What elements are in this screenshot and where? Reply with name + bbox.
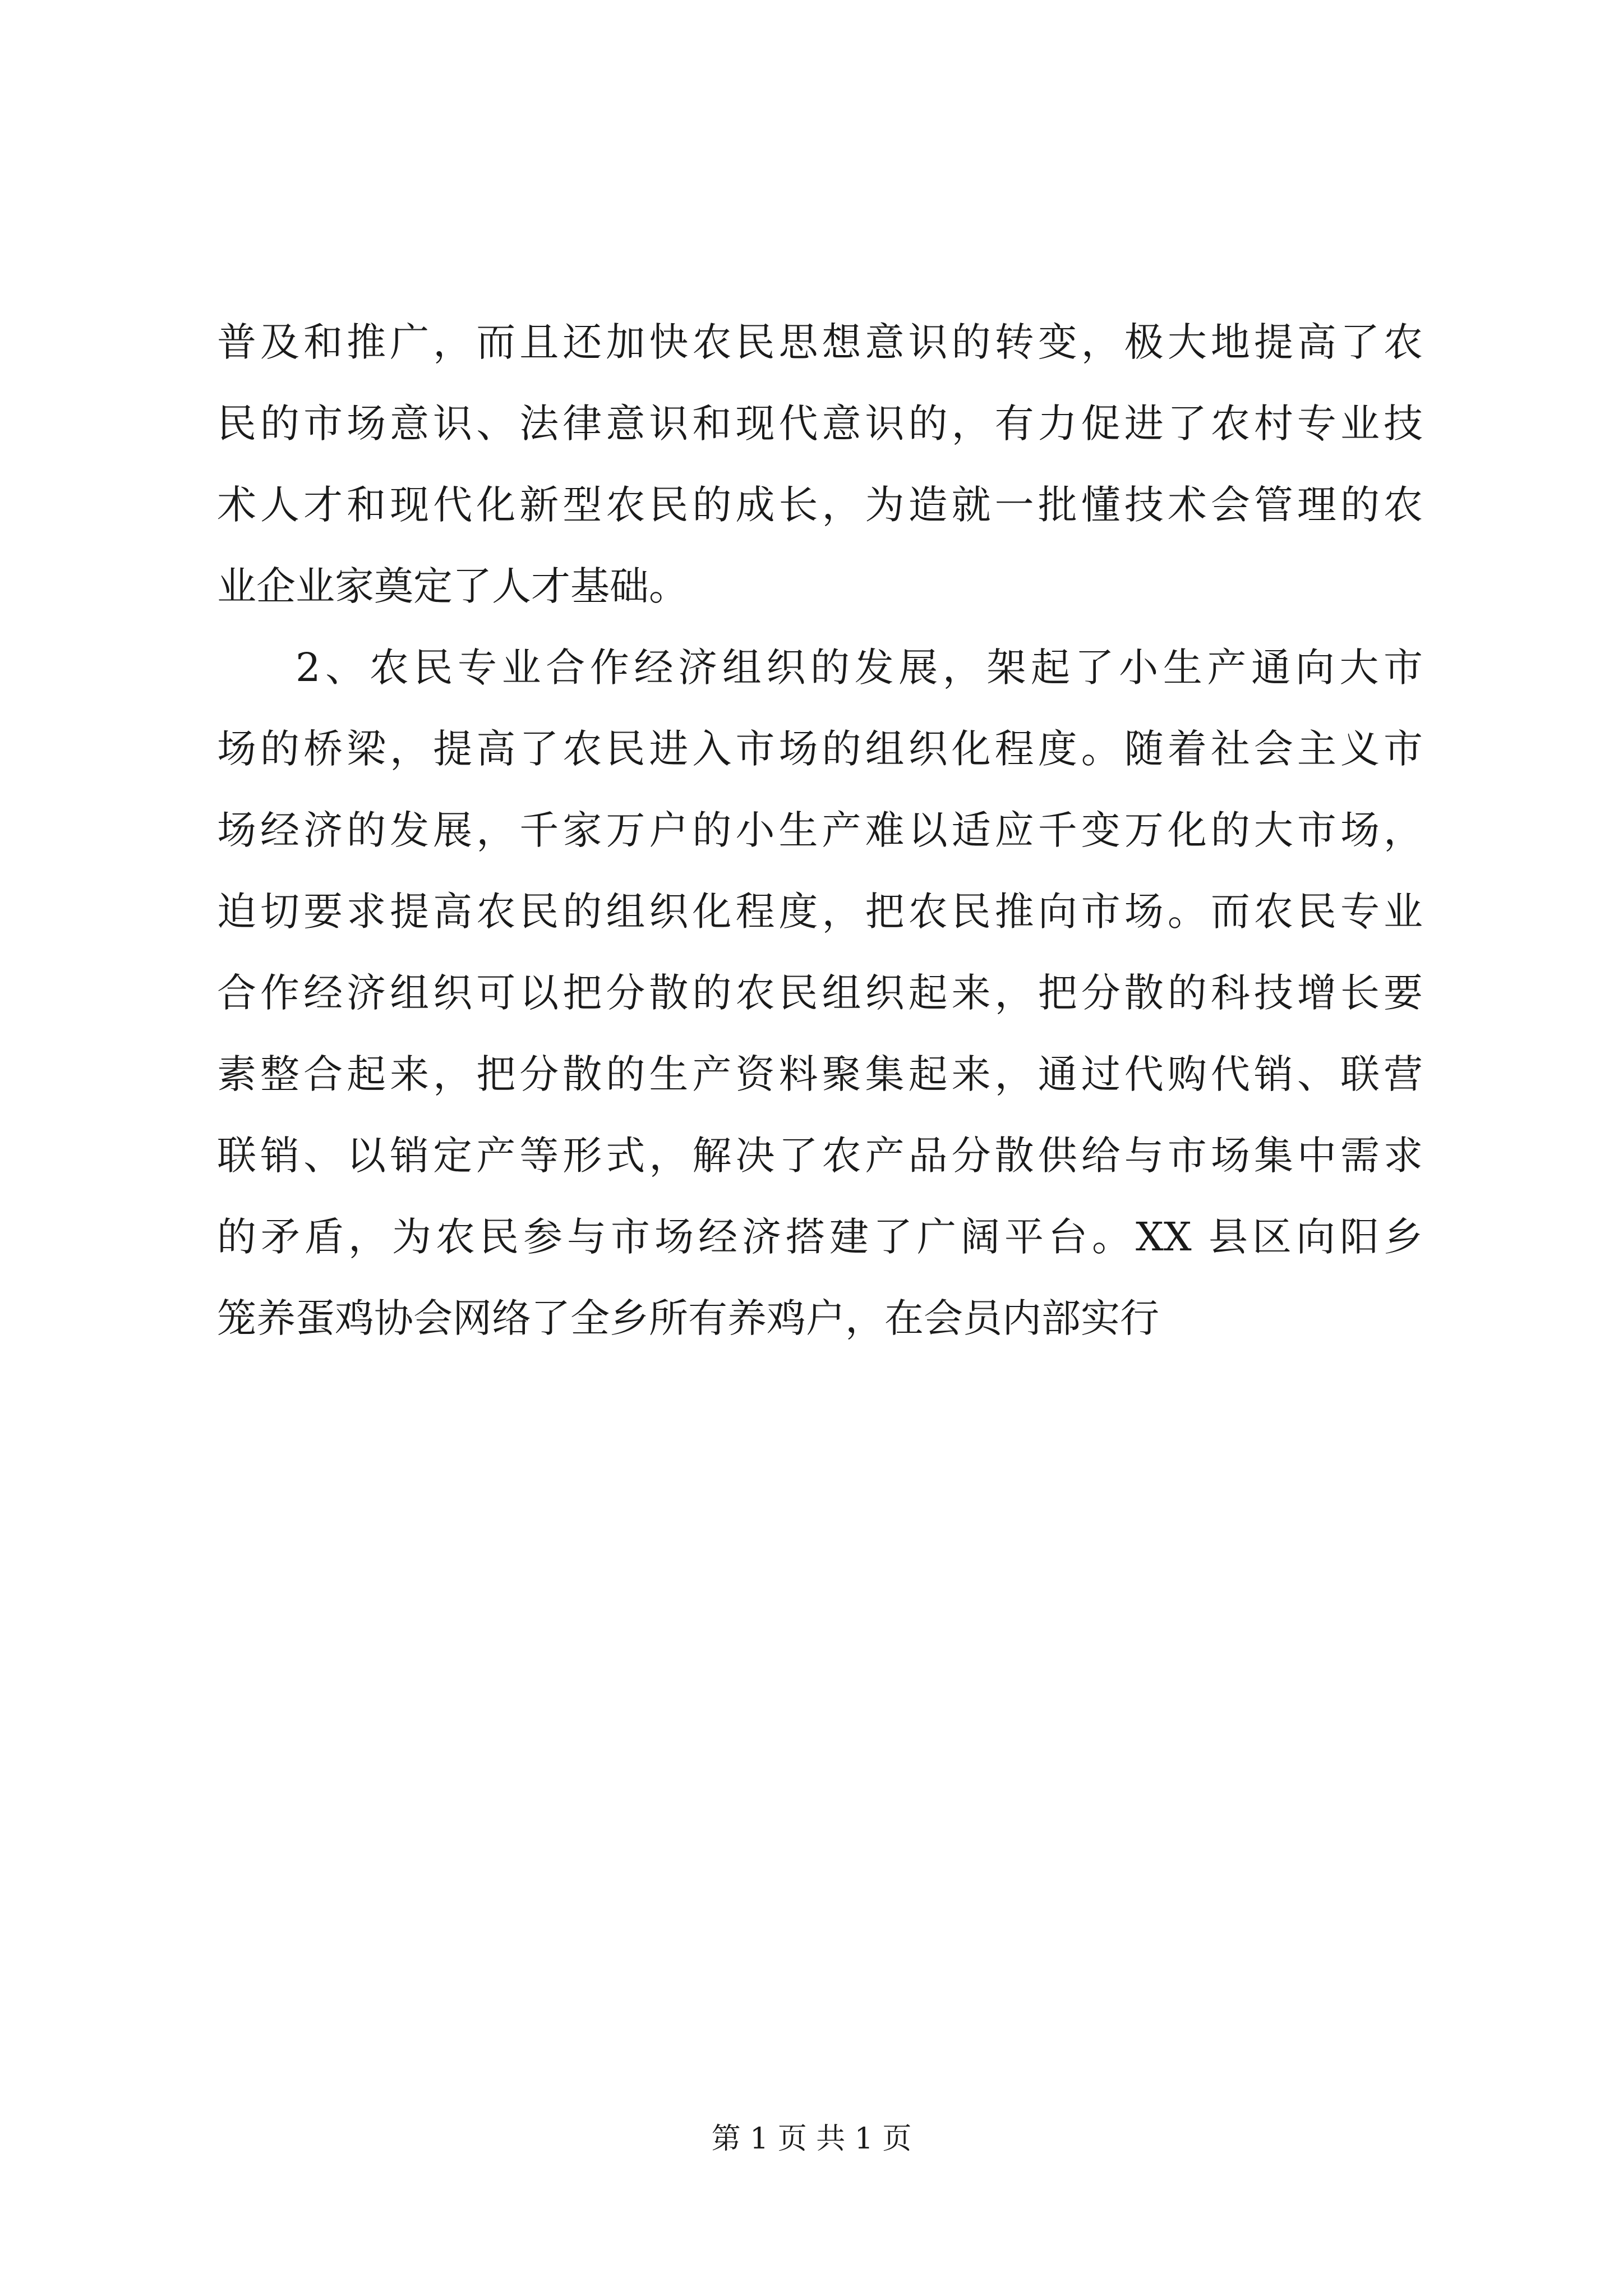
paragraph-2-line-1: 2、农民专业合作经济组织的发展，架起了小生产通向大市 bbox=[296, 645, 1423, 691]
page-footer bbox=[0, 2115, 1623, 2157]
document-body bbox=[217, 302, 1423, 1359]
paragraph-2-line-7: 联销、以销定产等形式，解决了农产品分散供给与市场集中需求 bbox=[217, 1133, 1423, 1179]
page-number-label: 第 1 页 共 1 页 bbox=[711, 2122, 912, 2156]
paragraph-2-line-9: 笼养蛋鸡协会网络了全乡所有养鸡户，在会员内部实行 bbox=[217, 1295, 1159, 1341]
paragraph-2-line-4: 迫切要求提高农民的组织化程度，把农民推向市场。而农民专业 bbox=[217, 889, 1423, 935]
paragraph-2-line-6: 素整合起来，把分散的生产资料聚集起来，通过代购代销、联营 bbox=[217, 1051, 1423, 1097]
paragraph-1-line-3: 术人才和现代化新型农民的成长，为造就一批懂技术会管理的农 bbox=[217, 482, 1423, 528]
paragraph-2-line-5: 合作经济组织可以把分散的农民组织起来，把分散的科技增长要 bbox=[217, 970, 1423, 1016]
paragraph-1-line-2: 民的市场意识、法律意识和现代意识的，有力促进了农村专业技 bbox=[217, 401, 1423, 447]
paragraph-2-line-3: 场经济的发展，千家万户的小生产难以适应千变万化的大市场， bbox=[217, 807, 1423, 853]
paragraph-1-line-4: 业企业家奠定了人才基础。 bbox=[217, 563, 688, 609]
paragraph-2-line-2: 场的桥梁，提高了农民进入市场的组织化程度。随着社会主义市 bbox=[217, 726, 1423, 772]
paragraph-1-line-1: 普及和推广，而且还加快农民思想意识的转变，极大地提高了农 bbox=[217, 319, 1423, 365]
paragraph-2-line-8: 的矛盾，为农民参与市场经济搭建了广阔平台。XX 县区向阳乡 bbox=[217, 1214, 1423, 1260]
